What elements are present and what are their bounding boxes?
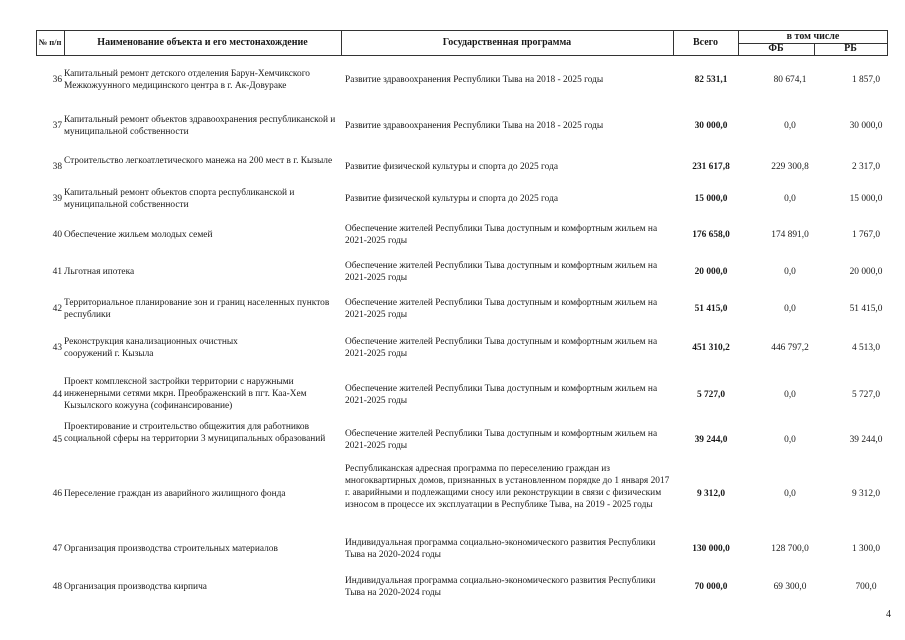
rb-value: 1 857,0: [851, 75, 881, 85]
fb-value: 80 674,1: [773, 75, 807, 85]
page-number: 4: [886, 609, 891, 620]
fb-value: 0,0: [784, 390, 796, 400]
fb-value: 0,0: [784, 121, 796, 131]
row-number: 37: [52, 121, 62, 131]
row-number: 39: [52, 194, 62, 204]
object-name: Капитальный ремонт объектов здравоохранения республиканской и муниципальной собственности: [64, 115, 336, 137]
program-name: Обеспечение жителей Республики Тыва доступным и комфортным жильем на 2021-2025 годы: [345, 429, 658, 451]
header-name: Наименование объекта и его местонахождение: [97, 37, 308, 48]
rb-value: 1 300,0: [851, 544, 881, 554]
object-name: Проект комплексной застройки территории с наружными инженерными сетями мкрн. Преображенский в пгт. Каа-Хем Кызылского кожууна (софинансирование): [64, 377, 307, 411]
rb-value: 51 415,0: [849, 304, 883, 314]
program-name: Обеспечение жителей Республики Тыва доступным и комфортным жильем на 2021-2025 годы: [345, 261, 658, 283]
program-name: Обеспечение жителей Республики Тыва доступным и комфортным жильем на 2021-2025 годы: [345, 224, 658, 246]
row-number: 47: [52, 544, 62, 554]
table-row: [36, 537, 888, 563]
total-value: 82 531,1: [694, 75, 728, 85]
fb-value: 0,0: [784, 304, 796, 314]
object-name: Организация производства кирпича: [64, 582, 207, 592]
total-value: 20 000,0: [694, 267, 728, 277]
program-name: Индивидуальная программа социально-экономического развития Республики Тыва на 2020-2024 годы: [345, 538, 656, 560]
total-value: 9 312,0: [696, 489, 726, 499]
object-name: Организация производства строительных материалов: [64, 544, 278, 554]
object-name: Строительство легкоатлетического манежа на 200 мест в г. Кызыле: [64, 156, 333, 166]
table-row: [36, 187, 888, 213]
program-name: Обеспечение жителей Республики Тыва доступным и комфортным жильем на 2021-2025 годы: [345, 298, 658, 320]
rb-value: 9 312,0: [851, 489, 881, 499]
table-row: [36, 297, 888, 323]
row-number: 42: [52, 304, 62, 314]
program-name: Развитие физической культуры и спорта до 2025 года: [345, 194, 558, 204]
object-name: Переселение граждан из аварийного жилищного фонда: [64, 489, 286, 499]
program-name: Развитие здравоохранения Республики Тыва на 2018 - 2025 годы: [345, 121, 604, 131]
row-number: 45: [52, 435, 62, 445]
object-name: Капитальный ремонт детского отделения Барун-Хемчикского Межкожуунного медицинского центра в г. Ак-Довураке: [64, 69, 310, 91]
rb-value: 4 513,0: [851, 343, 881, 353]
rb-value: 5 727,0: [851, 390, 881, 400]
fb-value: 446 797,2: [771, 343, 809, 353]
total-value: 451 310,2: [692, 343, 730, 353]
row-number: 48: [52, 582, 62, 592]
header-program: Государственная программа: [442, 37, 572, 48]
header-num: № п/п: [38, 37, 62, 47]
table-row: [36, 114, 888, 140]
table-row: [36, 463, 888, 525]
header-including: в том числе: [786, 31, 840, 42]
program-name: Обеспечение жителей Республики Тыва доступным и комфортным жильем на 2021-2025 годы: [345, 337, 658, 359]
total-value: 30 000,0: [694, 121, 728, 131]
fb-value: 0,0: [784, 194, 796, 204]
fb-value: 0,0: [784, 489, 796, 499]
rb-value: 1 767,0: [851, 230, 881, 240]
table-row: [36, 223, 888, 249]
object-name: Капитальный ремонт объектов спорта республиканской и муниципальной собственности: [64, 188, 295, 210]
object-name: Льготная ипотека: [64, 267, 135, 277]
rb-value: 700,0: [855, 582, 877, 592]
program-name: Республиканская адресная программа по переселению граждан из многоквартирных домов, признанных в установленном порядке до 1 января 2017 г. аварийными и подлежащими сносу или реконструкции в связи с физическим износом в процессе их эксплуатации в Республике Тыва, на 2019 - 2025 годы: [345, 464, 670, 510]
row-number: 44: [52, 390, 62, 400]
row-number: 38: [52, 162, 62, 172]
fb-value: 128 700,0: [771, 544, 809, 554]
fb-value: 0,0: [784, 435, 796, 445]
program-name: Развитие здравоохранения Республики Тыва на 2018 - 2025 годы: [345, 75, 604, 85]
table-row: [36, 68, 888, 94]
total-value: 39 244,0: [694, 435, 728, 445]
table-row: [36, 336, 888, 362]
table-header: [36, 30, 888, 56]
row-number: 46: [52, 489, 62, 499]
program-name: Индивидуальная программа социально-экономического развития Республики Тыва на 2020-2024 годы: [345, 576, 656, 598]
header-total: Всего: [693, 37, 718, 48]
fb-value: 229 300,8: [771, 162, 809, 172]
table-row: [36, 575, 888, 601]
total-value: 5 727,0: [696, 390, 726, 400]
total-value: 70 000,0: [694, 582, 728, 592]
total-value: 231 617,8: [692, 162, 730, 172]
fb-value: 174 891,0: [771, 230, 809, 240]
total-value: 130 000,0: [692, 544, 730, 554]
table-row: [36, 421, 888, 459]
program-name: Обеспечение жителей Республики Тыва доступным и комфортным жильем на 2021-2025 годы: [345, 384, 658, 406]
row-number: 40: [52, 230, 62, 240]
total-value: 176 658,0: [692, 230, 730, 240]
fb-value: 69 300,0: [773, 582, 807, 592]
table-row: [36, 260, 888, 286]
total-value: 15 000,0: [694, 194, 728, 204]
rb-value: 39 244,0: [849, 435, 883, 445]
object-name: Проектирование и строительство общежития для работников социальной сферы на территории 3 муниципальных образований: [64, 422, 326, 444]
rb-value: 30 000,0: [849, 121, 883, 131]
row-number: 36: [52, 75, 62, 85]
header-fb: ФБ: [768, 43, 784, 54]
object-name: Обеспечение жильем молодых семей: [64, 230, 213, 240]
table-row: [36, 376, 888, 414]
program-name: Развитие физической культуры и спорта до 2025 года: [345, 162, 558, 172]
header-rb: РБ: [844, 43, 857, 54]
table-row: [36, 155, 888, 181]
row-number: 41: [52, 267, 62, 277]
rb-value: 20 000,0: [849, 267, 883, 277]
row-number: 43: [52, 343, 62, 353]
fb-value: 0,0: [784, 267, 796, 277]
object-name: Территориальное планирование зон и границ населенных пунктов республики: [64, 298, 330, 320]
total-value: 51 415,0: [694, 304, 728, 314]
rb-value: 2 317,0: [851, 162, 881, 172]
object-name: Реконструкция канализационных очистных сооружений г. Кызыла: [64, 337, 238, 359]
rb-value: 15 000,0: [849, 194, 883, 204]
